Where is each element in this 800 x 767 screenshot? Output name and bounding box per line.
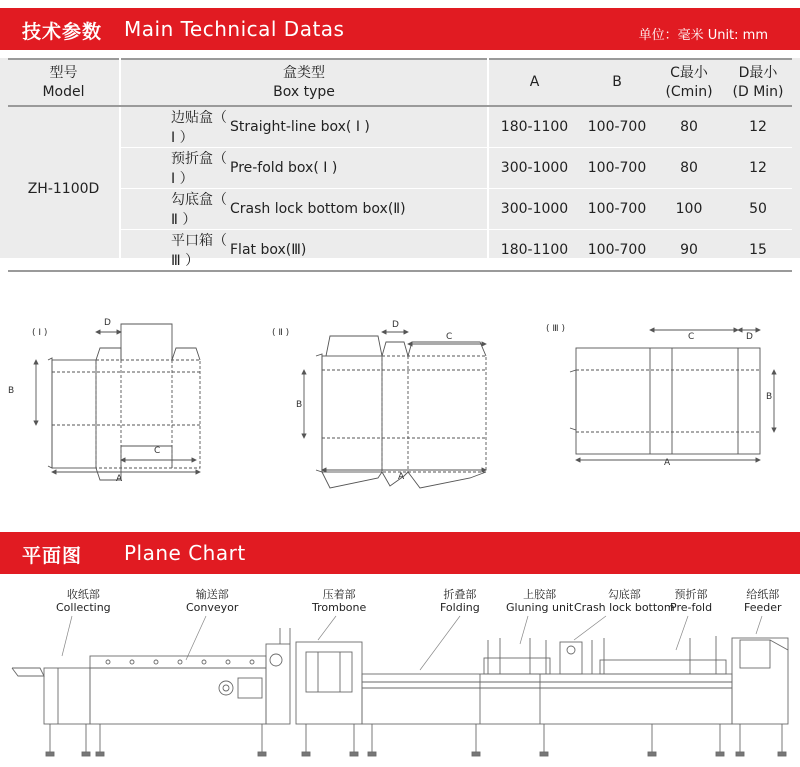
crash-lock-unit bbox=[560, 638, 604, 674]
machine-plane-chart bbox=[0, 578, 800, 767]
callout-leaders bbox=[62, 616, 762, 670]
value-a: 180-1100 bbox=[488, 106, 580, 148]
dim-b-2: B bbox=[296, 400, 303, 410]
box-type-cn: 勾底盒（ Ⅱ ） bbox=[120, 189, 230, 230]
dim-c-3: C bbox=[688, 332, 695, 342]
value-c: 80 bbox=[654, 106, 724, 148]
box-type-cn: 预折盒（ Ⅰ ） bbox=[120, 148, 230, 189]
section-title-cn: 技术参数 bbox=[22, 21, 103, 43]
diagram-tag-2: ( Ⅱ ) bbox=[272, 328, 290, 338]
trombone-unit bbox=[266, 628, 362, 756]
model-cell: ZH-1100D bbox=[8, 106, 120, 271]
section2-title-cn: 平面图 bbox=[22, 545, 83, 567]
value-b: 100-700 bbox=[580, 106, 654, 148]
dim-a-2: A bbox=[398, 472, 405, 482]
header-a: A bbox=[488, 59, 580, 106]
plane-chart-header bbox=[0, 532, 800, 574]
dim-a-3: A bbox=[664, 458, 671, 468]
dieline-box-3 bbox=[570, 330, 774, 460]
box-type-en: Crash lock bottom box(Ⅱ) bbox=[230, 189, 488, 230]
dim-b-3: B bbox=[766, 392, 773, 402]
box-type-cn: 边贴盒（ Ⅰ ） bbox=[120, 106, 230, 148]
header-d: D最小 (D Min) bbox=[724, 59, 792, 106]
value-d: 12 bbox=[724, 148, 792, 189]
header-c: C最小 (Cmin) bbox=[654, 59, 724, 106]
header-model: 型号 Model bbox=[8, 59, 120, 106]
diagram-tag-1: ( Ⅰ ) bbox=[32, 328, 48, 338]
value-d: 12 bbox=[724, 106, 792, 148]
value-a: 300-1000 bbox=[488, 189, 580, 230]
table-header-row bbox=[8, 59, 792, 106]
dim-d-1: D bbox=[104, 318, 111, 328]
part-callout-collecting: 收纸部 Collecting bbox=[56, 588, 111, 614]
folding-section bbox=[362, 674, 732, 756]
value-b: 100-700 bbox=[580, 148, 654, 189]
dim-a-1: A bbox=[116, 474, 123, 484]
value-c: 80 bbox=[654, 148, 724, 189]
header-box-type: 盒类型 Box type bbox=[120, 59, 488, 106]
dim-c-2: C bbox=[446, 332, 453, 342]
part-callout-crash-lock: 勾底部 Crash lock bottom bbox=[574, 588, 675, 614]
value-a: 180-1100 bbox=[488, 230, 580, 272]
unit-label: 单位：毫米 Unit: mm bbox=[638, 28, 768, 43]
section2-title-en: Plane Chart bbox=[124, 541, 246, 565]
dim-d-2: D bbox=[392, 320, 399, 330]
section-title-en: Main Technical Datas bbox=[124, 17, 345, 41]
dim-b-1: B bbox=[8, 386, 15, 396]
box-type-en: Straight-line box( I ) bbox=[230, 106, 488, 148]
technical-data-header bbox=[0, 8, 800, 50]
table-row bbox=[8, 189, 792, 230]
diagram-tag-3: ( Ⅲ ) bbox=[546, 324, 565, 334]
part-callout-gluing: 上胶部 Gluning unit bbox=[506, 588, 574, 614]
prefold-unit bbox=[600, 636, 726, 674]
box-type-cn: 平口箱（ Ⅲ ） bbox=[120, 230, 230, 272]
value-b: 100-700 bbox=[580, 189, 654, 230]
value-c: 100 bbox=[654, 189, 724, 230]
table-row bbox=[8, 148, 792, 189]
table-row bbox=[8, 106, 792, 148]
box-type-en: Pre-fold box( I ) bbox=[230, 148, 488, 189]
part-callout-trombone: 压着部 Trombone bbox=[312, 588, 367, 614]
value-a: 300-1000 bbox=[488, 148, 580, 189]
feeder-unit bbox=[732, 638, 788, 756]
value-d: 50 bbox=[724, 189, 792, 230]
collecting-unit bbox=[12, 668, 90, 756]
conveyor-unit bbox=[90, 656, 266, 756]
dim-d-3: D bbox=[746, 332, 753, 342]
box-type-en: Flat box(Ⅲ) bbox=[230, 230, 488, 272]
value-d: 15 bbox=[724, 230, 792, 272]
value-b: 100-700 bbox=[580, 230, 654, 272]
machine-drawing bbox=[0, 578, 800, 767]
value-c: 90 bbox=[654, 230, 724, 272]
header-b: B bbox=[580, 59, 654, 106]
dieline-box-1 bbox=[36, 324, 200, 480]
part-callout-conveyor: 输送部 Conveyor bbox=[186, 588, 239, 614]
dieline-svg bbox=[0, 262, 800, 524]
part-callout-feeder: 给纸部 Feeder bbox=[744, 588, 782, 614]
part-callout-folding: 折叠部 Folding bbox=[440, 588, 480, 614]
technical-data-table bbox=[8, 58, 792, 272]
dim-c-1: C bbox=[154, 446, 161, 456]
box-dieline-diagrams bbox=[0, 262, 800, 524]
gluing-unit bbox=[484, 638, 550, 674]
dieline-box-2 bbox=[304, 332, 486, 488]
part-callout-prefold: 预折部 Pre-fold bbox=[670, 588, 713, 614]
